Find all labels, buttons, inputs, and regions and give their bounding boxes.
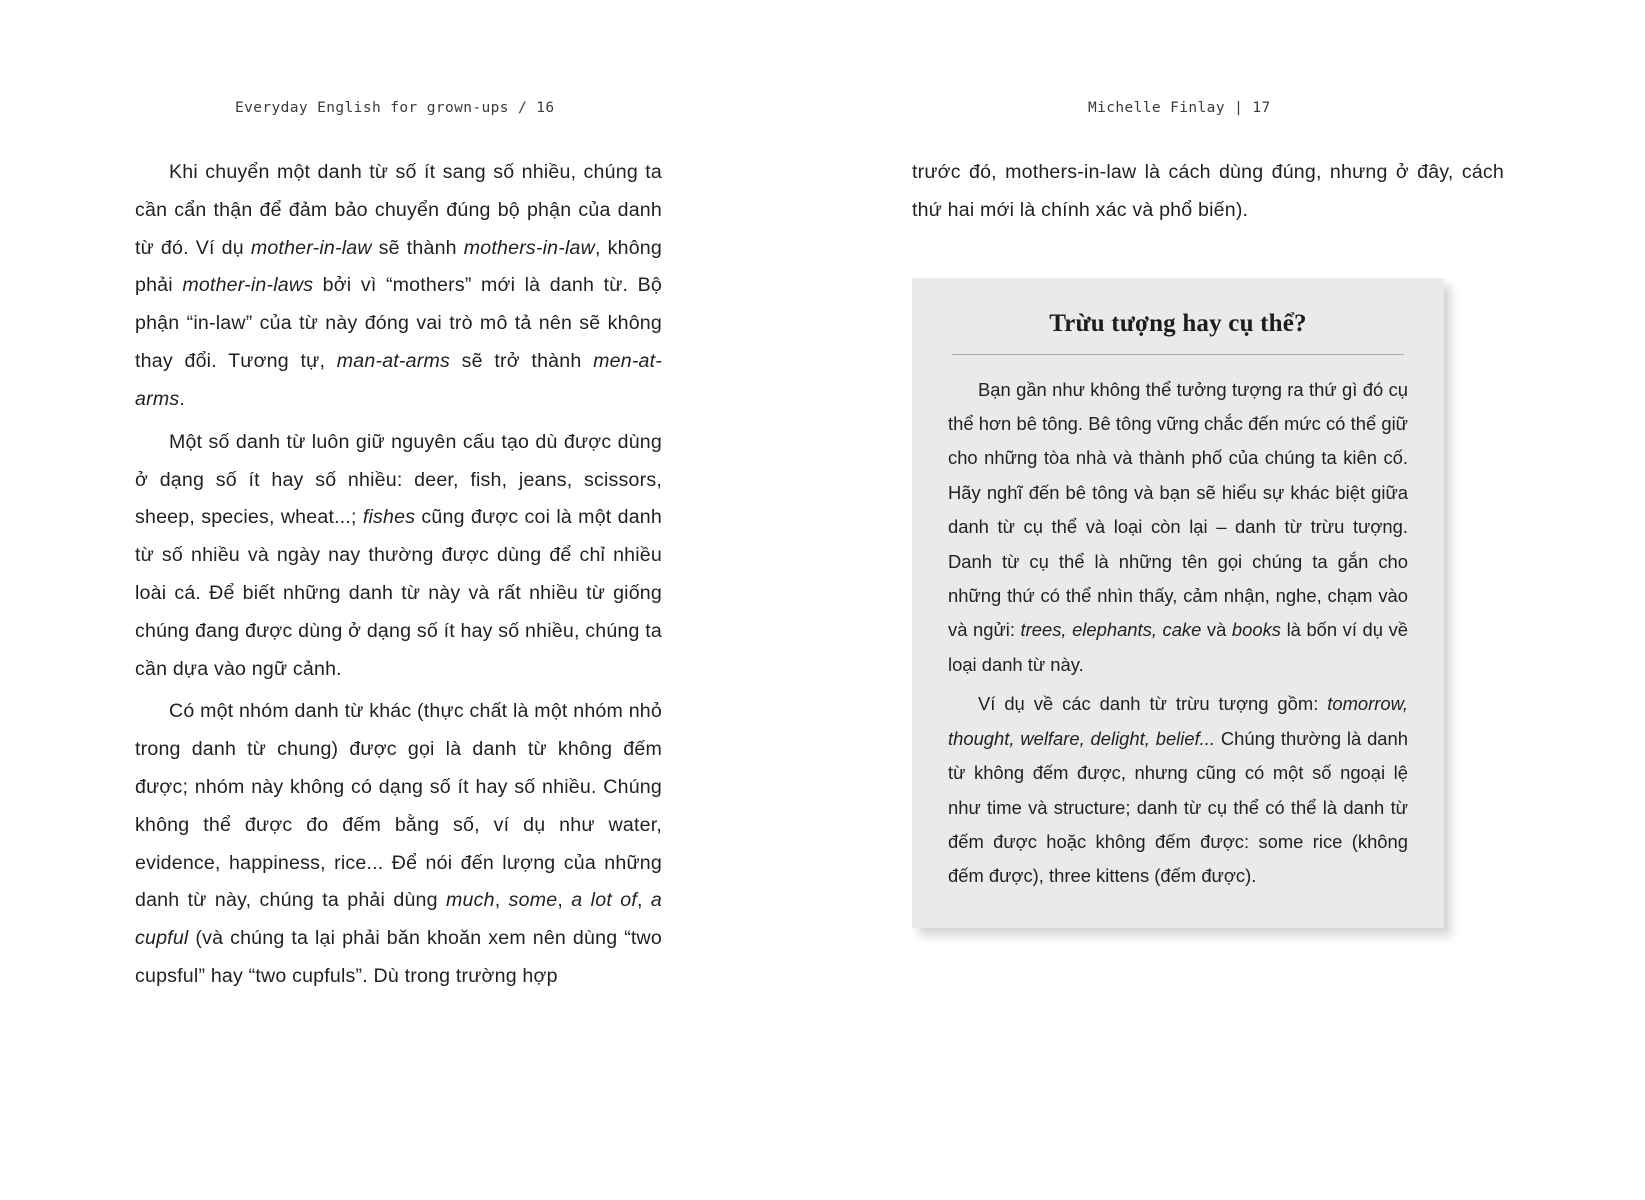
sidebar-paragraph: Bạn gần như không thể tưởng tượng ra thứ gì đó cụ thể hơn bê tông. Bê tông vững chắc đến mức có thể giữ cho những tòa nhà và thành phố của chúng ta kiên cố. Hãy nghĩ đến bê tông và bạn sẽ hiểu sự khác biệt giữa danh từ cụ thể và loại còn lại – danh từ trừu tượng. Danh từ cụ thể là những tên gọi chúng ta gắn cho những thứ có thể nhìn thấy, cảm nhận, nghe, chạm vào và ngửi: trees, elephants, cake và books là bốn ví dụ về loại danh từ này. — [948, 378, 1408, 675]
sidebar-divider — [952, 354, 1404, 355]
left-page-body — [135, 154, 662, 996]
sidebar-title: Trừu tượng hay cụ thể? — [1049, 309, 1307, 337]
paragraph: Một số danh từ luôn giữ nguyên cấu tạo dù được dùng ở dạng số ít hay số nhiều: deer, fish, jeans, scissors, sheep, species, wheat...; fishes cũng được coi là một danh từ số nhiều và ngày nay thường được dùng để chỉ nhiều loài cá. Để biết những danh từ này và rất nhiều từ giống chúng đang được dùng ở dạng số ít hay số nhiều, chúng ta cần dựa vào ngữ cảnh. — [135, 430, 662, 680]
paragraph: Khi chuyển một danh từ số ít sang số nhiều, chúng ta cần cẩn thận để đảm bảo chuyển đúng bộ phận của danh từ đó. Ví dụ mother-in-law sẽ thành mothers-in-law, không phải mother-in-laws bởi vì “mothers” mới là danh từ. Bộ phận “in-law” của từ này đóng vai trò mô tả nên sẽ không thay đổi. Tương tự, man-at-arms sẽ trở thành men-at-arms. — [135, 161, 663, 410]
paragraph: trước đó, mothers-in-law là cách dùng đúng, nhưng ở đây, cách thứ hai mới là chính xác và phổ biến). — [912, 161, 1504, 221]
running-head-left: Everyday English for grown-ups / 16 — [235, 100, 555, 116]
running-head-right: Michelle Finlay | 17 — [1088, 100, 1271, 116]
page-right — [822, 0, 1644, 1200]
sidebar-paragraph: Ví dụ về các danh từ trừu tượng gồm: tomorrow, thought, welfare, delight, belief... Chúng thường là danh từ không đếm được, nhưng cũng có một số ngoại lệ như time và structure; danh từ cụ thể có thể là danh từ đếm được hoặc không đếm được: some rice (không đếm được), three kittens (đếm được). — [948, 693, 1408, 887]
page-left — [0, 0, 822, 1200]
right-page-body — [912, 154, 1504, 230]
paragraph: Có một nhóm danh từ khác (thực chất là một nhóm nhỏ trong danh từ chung) được gọi là danh từ không đếm được; nhóm này không có dạng số ít hay số nhiều. Chúng không thể được đo đếm bằng số, ví dụ như water, evidence, happiness, rice... Để nói đến lượng của những danh từ này, chúng ta phải dùng much, some, a lot of, a cupful (và chúng ta lại phải băn khoăn xem nên dùng “two cupsful” hay “two cupfuls”. Dù trong trường hợp — [135, 700, 663, 988]
sidebar-box — [912, 278, 1444, 928]
